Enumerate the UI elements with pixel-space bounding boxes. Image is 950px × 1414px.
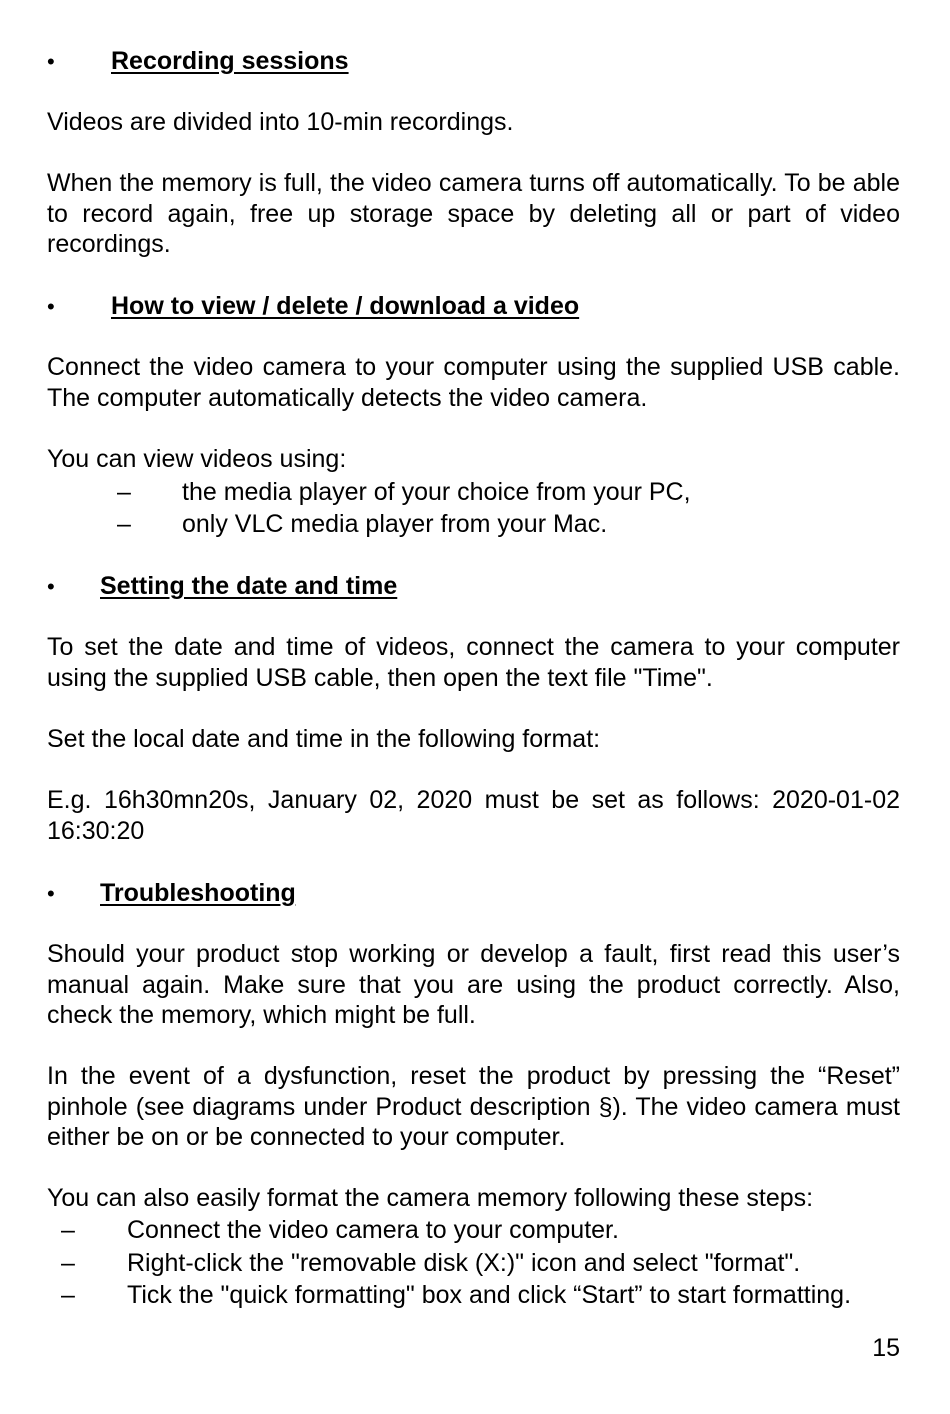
- paragraph-recording-1: Videos are divided into 10-min recordings.: [47, 108, 514, 136]
- heading-view-delete-download: How to view / delete / download a video: [111, 292, 580, 320]
- dash-icon: –: [61, 1216, 75, 1244]
- page-number: 15: [872, 1334, 900, 1362]
- list-item-view-2: only VLC media player from your Mac.: [182, 510, 608, 538]
- list-item-format-1: Connect the video camera to your computer.: [127, 1216, 619, 1244]
- dash-icon: –: [61, 1249, 75, 1277]
- paragraph-datetime-3: E.g. 16h30mn20s, January 02, 2020 must be set as follows: 2020-01-02 16:30:20: [47, 786, 900, 845]
- heading-date-time: Setting the date and time: [100, 572, 398, 600]
- heading-troubleshooting: Troubleshooting: [100, 879, 296, 907]
- paragraph-datetime-2: Set the local date and time in the following format:: [47, 725, 601, 753]
- bullet-icon: •: [47, 294, 55, 319]
- heading-recording-sessions: Recording sessions: [111, 47, 349, 75]
- bullet-icon: •: [47, 49, 55, 74]
- list-item-format-3: Tick the "quick formatting" box and click “Start” to start formatting.: [127, 1281, 852, 1309]
- paragraph-troubleshooting-1: Should your product stop working or develop a fault, first read this user’s manual again. Make sure that you are using the product correctly. Also, check the memory, which might be full.: [47, 940, 900, 1029]
- dash-icon: –: [61, 1281, 75, 1309]
- list-item-view-1: the media player of your choice from your PC,: [182, 478, 691, 506]
- dash-icon: –: [117, 510, 131, 538]
- paragraph-troubleshooting-3: You can also easily format the camera memory following these steps:: [47, 1184, 814, 1212]
- paragraph-recording-2: When the memory is full, the video camera turns off automatically. To be able to record again, free up storage space by deleting all or part of video recordings.: [47, 169, 900, 258]
- paragraph-view-1: Connect the video camera to your computer using the supplied USB cable. The computer automatically detects the video camera.: [47, 353, 900, 412]
- dash-icon: –: [117, 478, 131, 506]
- paragraph-datetime-1: To set the date and time of videos, connect the camera to your computer using the supplied USB cable, then open the text file "Time".: [47, 633, 900, 692]
- paragraph-troubleshooting-2: In the event of a dysfunction, reset the product by pressing the “Reset” pinhole (see diagrams under Product description §). The video camera must either be on or be connected to your computer.: [47, 1062, 900, 1151]
- paragraph-view-2: You can view videos using:: [47, 445, 347, 473]
- list-item-format-2: Right-click the "removable disk (X:)" icon and select "format".: [127, 1249, 801, 1277]
- bullet-icon: •: [47, 574, 55, 599]
- bullet-icon: •: [47, 881, 55, 906]
